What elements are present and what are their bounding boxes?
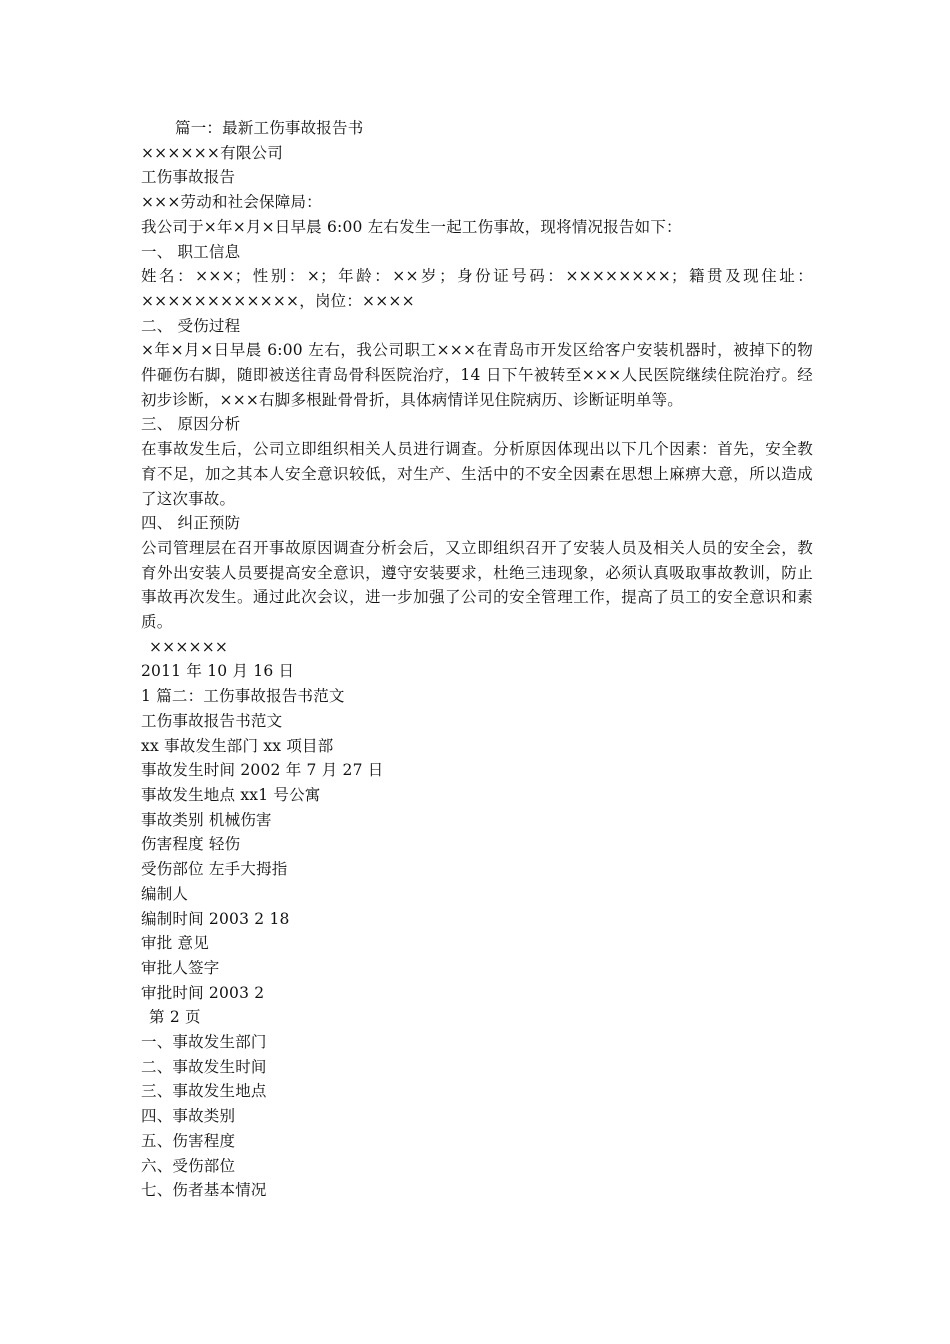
list-item: 二、事故发生时间: [141, 1057, 267, 1076]
section-title-part-two: 1 篇二：工伤事故报告书范文: [141, 687, 345, 706]
report-date: 2011 年 10 月 16 日: [141, 662, 295, 681]
list-item: 五、伤害程度: [141, 1131, 236, 1150]
recipient: ×××劳动和社会保障局：: [141, 193, 322, 212]
field-approval-time: 审批时间 2003 2: [141, 983, 265, 1002]
cause-analysis-paragraph: 在事故发生后，公司立即组织相关人员进行调查。分析原因体现出以下几个因素：首先，安全教育不足，加之其本人安全意识较低，对生产、生活中的不安全因素在思想上麻痹大意，所以造成了这次事故。: [141, 440, 813, 508]
field-severity: 伤害程度 轻伤: [141, 835, 241, 854]
sample-title: 工伤事故报告书范文: [141, 711, 283, 730]
heading-cause-analysis: 三、 原因分析: [141, 415, 241, 434]
list-item: 一、事故发生部门: [141, 1033, 267, 1052]
field-approval-opinion: 审批 意见: [141, 934, 209, 953]
employee-info-paragraph: 姓名：×××；性别：×；年龄：××岁；身份证号码：××××××××；籍贯及现住址：××××××××××××，岗位：××××: [141, 267, 813, 310]
field-approver-signature: 审批人签字: [141, 958, 220, 977]
list-item: 七、伤者基本情况: [141, 1181, 267, 1200]
section-title-part-one: 篇一：最新工伤事故报告书: [175, 119, 364, 137]
heading-injury-process: 二、 受伤过程: [141, 316, 241, 335]
corrective-action-paragraph: 公司管理层在召开事故原因调查分析会后，又立即组织召开了安装人员及相关人员的安全会，教育外出安装人员要提高安全意识，遵守安装要求，杜绝三违现象，必须认真吸取事故教训，防止事故再次发生。通过此次会议，进一步加强了公司的安全管理工作，提高了员工的安全意识和素质。: [141, 538, 813, 632]
list-item: 六、受伤部位: [141, 1156, 236, 1175]
report-title: 工伤事故报告: [141, 168, 236, 187]
list-item: 三、事故发生地点: [141, 1082, 267, 1101]
heading-corrective-action: 四、 纠正预防: [141, 514, 241, 533]
company-name: ××××××有限公司: [141, 143, 283, 162]
field-compiled-time: 编制时间 2003 2 18: [141, 909, 290, 928]
intro-paragraph: 我公司于×年×月×日早晨 6:00 左右发生一起工伤事故，现将情况报告如下：: [141, 217, 682, 236]
field-time: 事故发生时间 2002 年 7 月 27 日: [141, 761, 384, 780]
field-department: xx 事故发生部门 xx 项目部: [141, 736, 334, 755]
heading-employee-info: 一、 职工信息: [141, 242, 241, 261]
injury-process-paragraph: ×年×月×日早晨 6:00 左右，我公司职工×××在青岛市开发区给客户安装机器时，被掉下的物件砸伤右脚，随即被送往青岛骨科医院治疗，14 日下午被转至×××人民医院继续住院治疗。经初步诊断，×××右脚多根趾骨骨折，具体病情详见住院病历、诊断证明单等。: [141, 341, 813, 409]
document-body: [141, 116, 813, 1203]
field-location: 事故发生地点 xx1 号公寓: [141, 785, 321, 804]
page-number: 第 2 页: [149, 1008, 201, 1027]
field-category: 事故类别 机械伤害: [141, 810, 272, 829]
field-injured-part: 受伤部位 左手大拇指: [141, 860, 288, 879]
list-item: 四、事故类别: [141, 1107, 236, 1126]
signature: ××××××: [149, 637, 229, 656]
field-author: 编制人: [141, 884, 189, 903]
